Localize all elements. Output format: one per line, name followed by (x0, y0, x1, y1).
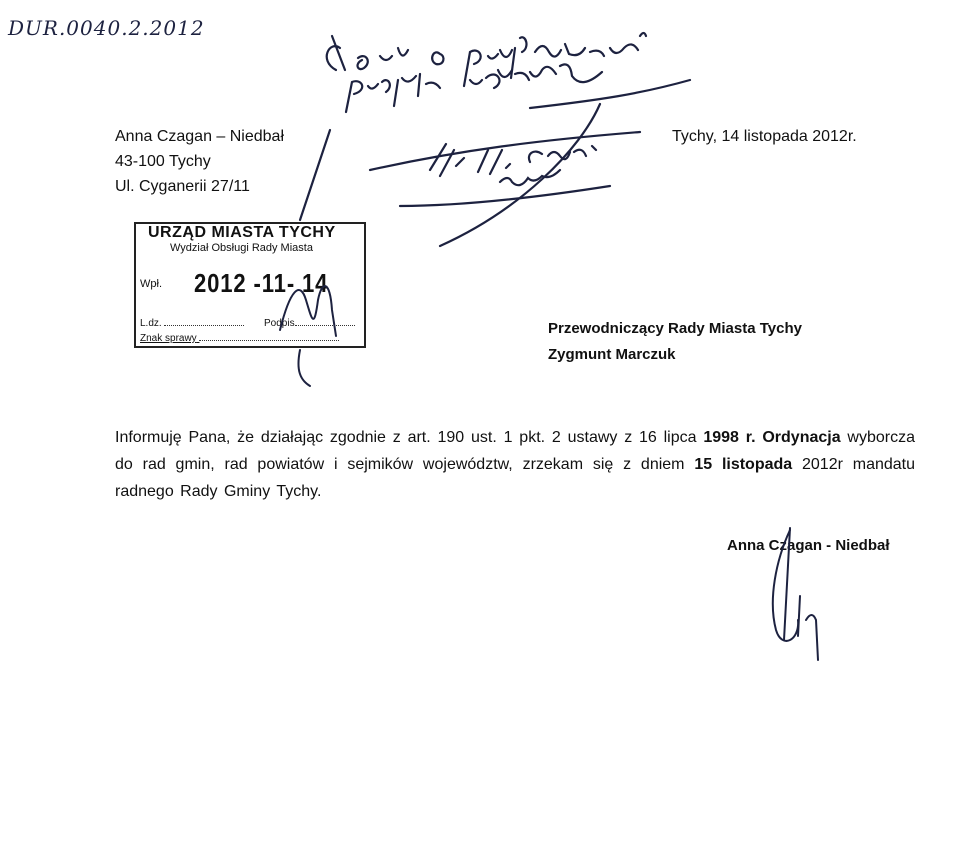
place-and-date: Tychy, 14 listopada 2012r. (672, 128, 857, 145)
stamp-received-label: Wpł. (140, 278, 162, 290)
sender-postal-code: 43-100 Tychy (115, 153, 211, 170)
recipient-title: Przewodniczący Rady Miasta Tychy (548, 320, 802, 337)
body-text-part-3: 2012r mandatu radnego Rady Gminy Tychy. (115, 456, 916, 500)
sender-name: Anna Czagan – Niedbał (115, 128, 285, 145)
signature-printed-name: Anna Czagan - Niedbał (727, 537, 890, 554)
sender-street: Ul. Cyganerii 27/11 (115, 178, 250, 195)
body-text-bold-2: 15 listopada (694, 456, 793, 473)
stamp-subtitle: Wydział Obsługi Rady Miasta (170, 242, 313, 254)
stamp-podpis-label: Podpis (264, 318, 295, 329)
body-text-bold-1: 1998 r. Ordynacja (703, 429, 841, 446)
body-text-part-1: Informuję Pana, że działając zgodnie z art. 190 ust. 1 pkt. 2 ustawy z 16 lipca (115, 429, 704, 446)
handwritten-reference-number: DUR.0040.2.2012 (8, 16, 205, 40)
stamp-title: URZĄD MIASTA TYCHY (148, 224, 336, 241)
stamp-received-date: 2012 -11- 14 (194, 268, 329, 298)
stamp-znak-label: Znak sprawy (140, 333, 197, 344)
recipient-name: Zygmunt Marczuk (548, 346, 676, 363)
body-text-part-2: wyborcza do rad gmin, rad powiatów i sejmików województw, zrzekam się z dniem (115, 429, 915, 473)
stamp-ldz-label: L.dz. (140, 318, 162, 329)
